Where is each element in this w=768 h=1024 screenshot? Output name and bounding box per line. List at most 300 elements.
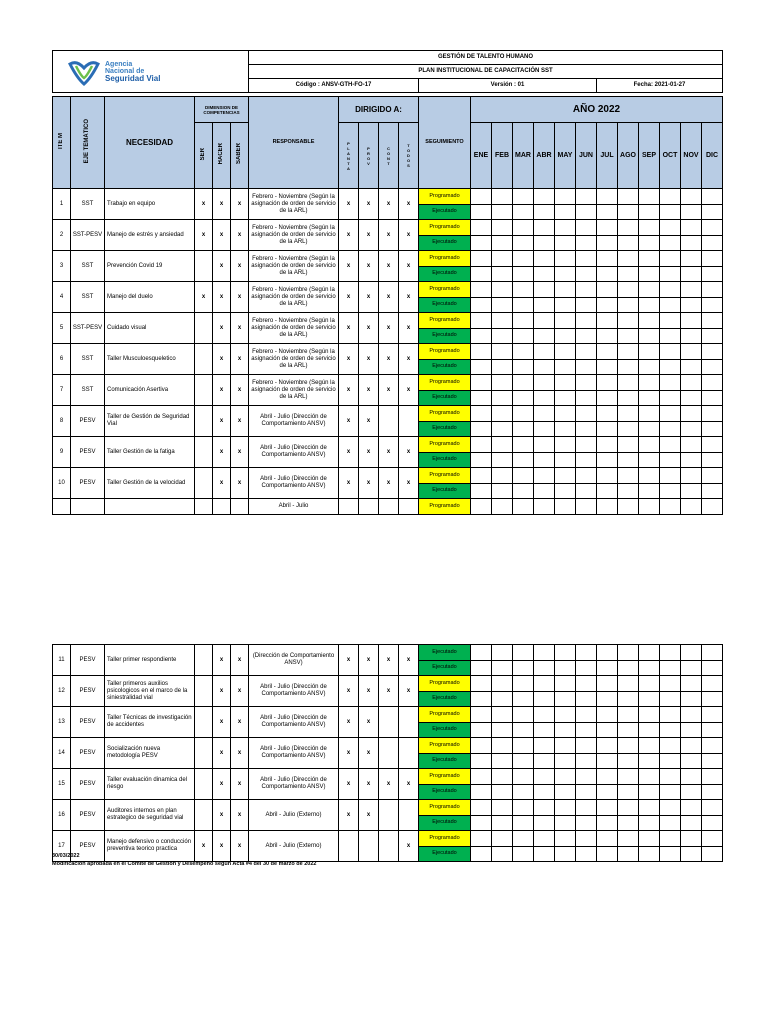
month-cell[interactable] <box>597 831 618 847</box>
month-cell[interactable] <box>681 406 702 422</box>
month-cell[interactable] <box>681 499 702 515</box>
month-cell[interactable] <box>660 189 681 205</box>
month-cell[interactable] <box>471 452 492 468</box>
month-cell[interactable] <box>597 390 618 406</box>
month-cell[interactable] <box>576 235 597 251</box>
month-cell[interactable] <box>681 452 702 468</box>
month-cell[interactable] <box>618 676 639 692</box>
month-cell[interactable] <box>534 831 555 847</box>
month-cell[interactable] <box>471 831 492 847</box>
month-cell[interactable] <box>702 753 723 769</box>
month-cell[interactable] <box>702 499 723 515</box>
month-cell[interactable] <box>555 499 576 515</box>
month-cell[interactable] <box>534 204 555 220</box>
month-cell[interactable] <box>618 769 639 785</box>
month-cell[interactable] <box>513 189 534 205</box>
month-cell[interactable] <box>618 344 639 360</box>
month-cell[interactable] <box>576 738 597 754</box>
month-cell[interactable] <box>492 660 513 676</box>
month-cell[interactable] <box>702 313 723 329</box>
month-cell[interactable] <box>555 204 576 220</box>
month-cell[interactable] <box>618 189 639 205</box>
month-cell[interactable] <box>555 313 576 329</box>
month-cell[interactable] <box>639 499 660 515</box>
month-cell[interactable] <box>660 722 681 738</box>
month-cell[interactable] <box>597 266 618 282</box>
month-cell[interactable] <box>681 483 702 499</box>
month-cell[interactable] <box>513 375 534 391</box>
month-cell[interactable] <box>492 328 513 344</box>
month-cell[interactable] <box>513 753 534 769</box>
month-cell[interactable] <box>639 344 660 360</box>
month-cell[interactable] <box>555 359 576 375</box>
month-cell[interactable] <box>471 815 492 831</box>
month-cell[interactable] <box>681 831 702 847</box>
month-cell[interactable] <box>555 421 576 437</box>
month-cell[interactable] <box>660 483 681 499</box>
month-cell[interactable] <box>702 660 723 676</box>
month-cell[interactable] <box>471 660 492 676</box>
month-cell[interactable] <box>702 676 723 692</box>
month-cell[interactable] <box>492 676 513 692</box>
month-cell[interactable] <box>576 437 597 453</box>
month-cell[interactable] <box>660 437 681 453</box>
month-cell[interactable] <box>492 189 513 205</box>
month-cell[interactable] <box>576 676 597 692</box>
month-cell[interactable] <box>597 753 618 769</box>
month-cell[interactable] <box>576 313 597 329</box>
month-cell[interactable] <box>618 390 639 406</box>
month-cell[interactable] <box>471 421 492 437</box>
month-cell[interactable] <box>660 313 681 329</box>
month-cell[interactable] <box>576 406 597 422</box>
month-cell[interactable] <box>555 282 576 298</box>
month-cell[interactable] <box>618 784 639 800</box>
month-cell[interactable] <box>597 421 618 437</box>
month-cell[interactable] <box>639 313 660 329</box>
month-cell[interactable] <box>576 691 597 707</box>
month-cell[interactable] <box>597 437 618 453</box>
month-cell[interactable] <box>492 359 513 375</box>
month-cell[interactable] <box>681 800 702 816</box>
month-cell[interactable] <box>681 251 702 267</box>
month-cell[interactable] <box>534 421 555 437</box>
month-cell[interactable] <box>492 204 513 220</box>
month-cell[interactable] <box>492 235 513 251</box>
month-cell[interactable] <box>534 189 555 205</box>
month-cell[interactable] <box>702 691 723 707</box>
month-cell[interactable] <box>618 483 639 499</box>
month-cell[interactable] <box>597 483 618 499</box>
month-cell[interactable] <box>471 707 492 723</box>
month-cell[interactable] <box>576 660 597 676</box>
month-cell[interactable] <box>618 452 639 468</box>
month-cell[interactable] <box>660 359 681 375</box>
month-cell[interactable] <box>681 753 702 769</box>
month-cell[interactable] <box>576 344 597 360</box>
month-cell[interactable] <box>639 359 660 375</box>
month-cell[interactable] <box>555 753 576 769</box>
month-cell[interactable] <box>618 328 639 344</box>
month-cell[interactable] <box>534 483 555 499</box>
month-cell[interactable] <box>660 645 681 661</box>
month-cell[interactable] <box>660 800 681 816</box>
month-cell[interactable] <box>555 800 576 816</box>
month-cell[interactable] <box>492 375 513 391</box>
month-cell[interactable] <box>555 846 576 862</box>
month-cell[interactable] <box>513 313 534 329</box>
month-cell[interactable] <box>639 660 660 676</box>
month-cell[interactable] <box>702 235 723 251</box>
month-cell[interactable] <box>681 691 702 707</box>
month-cell[interactable] <box>534 220 555 236</box>
month-cell[interactable] <box>534 499 555 515</box>
month-cell[interactable] <box>702 645 723 661</box>
month-cell[interactable] <box>471 220 492 236</box>
month-cell[interactable] <box>471 753 492 769</box>
month-cell[interactable] <box>471 390 492 406</box>
month-cell[interactable] <box>597 645 618 661</box>
month-cell[interactable] <box>639 645 660 661</box>
month-cell[interactable] <box>576 707 597 723</box>
month-cell[interactable] <box>639 235 660 251</box>
month-cell[interactable] <box>471 437 492 453</box>
month-cell[interactable] <box>597 220 618 236</box>
month-cell[interactable] <box>618 800 639 816</box>
month-cell[interactable] <box>618 753 639 769</box>
month-cell[interactable] <box>471 406 492 422</box>
month-cell[interactable] <box>471 722 492 738</box>
month-cell[interactable] <box>555 676 576 692</box>
month-cell[interactable] <box>639 738 660 754</box>
month-cell[interactable] <box>471 282 492 298</box>
month-cell[interactable] <box>555 251 576 267</box>
month-cell[interactable] <box>639 769 660 785</box>
month-cell[interactable] <box>660 691 681 707</box>
month-cell[interactable] <box>555 328 576 344</box>
month-cell[interactable] <box>660 769 681 785</box>
month-cell[interactable] <box>618 313 639 329</box>
month-cell[interactable] <box>534 406 555 422</box>
month-cell[interactable] <box>618 220 639 236</box>
month-cell[interactable] <box>492 251 513 267</box>
month-cell[interactable] <box>534 846 555 862</box>
month-cell[interactable] <box>576 831 597 847</box>
month-cell[interactable] <box>681 421 702 437</box>
month-cell[interactable] <box>492 769 513 785</box>
month-cell[interactable] <box>681 313 702 329</box>
month-cell[interactable] <box>513 452 534 468</box>
month-cell[interactable] <box>618 691 639 707</box>
month-cell[interactable] <box>618 251 639 267</box>
month-cell[interactable] <box>471 235 492 251</box>
month-cell[interactable] <box>576 722 597 738</box>
month-cell[interactable] <box>576 499 597 515</box>
month-cell[interactable] <box>513 846 534 862</box>
month-cell[interactable] <box>492 784 513 800</box>
month-cell[interactable] <box>492 297 513 313</box>
month-cell[interactable] <box>492 220 513 236</box>
month-cell[interactable] <box>618 846 639 862</box>
month-cell[interactable] <box>639 189 660 205</box>
month-cell[interactable] <box>471 676 492 692</box>
month-cell[interactable] <box>597 800 618 816</box>
month-cell[interactable] <box>639 831 660 847</box>
month-cell[interactable] <box>576 297 597 313</box>
month-cell[interactable] <box>555 738 576 754</box>
month-cell[interactable] <box>513 266 534 282</box>
month-cell[interactable] <box>639 707 660 723</box>
month-cell[interactable] <box>492 437 513 453</box>
month-cell[interactable] <box>702 800 723 816</box>
month-cell[interactable] <box>660 738 681 754</box>
month-cell[interactable] <box>534 660 555 676</box>
month-cell[interactable] <box>660 753 681 769</box>
month-cell[interactable] <box>639 452 660 468</box>
month-cell[interactable] <box>555 691 576 707</box>
month-cell[interactable] <box>513 359 534 375</box>
month-cell[interactable] <box>660 421 681 437</box>
month-cell[interactable] <box>576 359 597 375</box>
month-cell[interactable] <box>702 483 723 499</box>
month-cell[interactable] <box>618 406 639 422</box>
month-cell[interactable] <box>660 676 681 692</box>
month-cell[interactable] <box>492 691 513 707</box>
month-cell[interactable] <box>702 266 723 282</box>
month-cell[interactable] <box>492 390 513 406</box>
month-cell[interactable] <box>555 406 576 422</box>
month-cell[interactable] <box>471 483 492 499</box>
month-cell[interactable] <box>660 235 681 251</box>
month-cell[interactable] <box>492 738 513 754</box>
month-cell[interactable] <box>597 499 618 515</box>
month-cell[interactable] <box>681 220 702 236</box>
month-cell[interactable] <box>513 297 534 313</box>
month-cell[interactable] <box>513 784 534 800</box>
month-cell[interactable] <box>471 499 492 515</box>
month-cell[interactable] <box>702 738 723 754</box>
month-cell[interactable] <box>492 266 513 282</box>
month-cell[interactable] <box>471 313 492 329</box>
month-cell[interactable] <box>597 769 618 785</box>
month-cell[interactable] <box>618 282 639 298</box>
month-cell[interactable] <box>639 297 660 313</box>
month-cell[interactable] <box>639 815 660 831</box>
month-cell[interactable] <box>639 722 660 738</box>
month-cell[interactable] <box>660 344 681 360</box>
month-cell[interactable] <box>597 784 618 800</box>
month-cell[interactable] <box>471 846 492 862</box>
month-cell[interactable] <box>618 375 639 391</box>
month-cell[interactable] <box>597 282 618 298</box>
month-cell[interactable] <box>534 375 555 391</box>
month-cell[interactable] <box>660 831 681 847</box>
month-cell[interactable] <box>576 784 597 800</box>
month-cell[interactable] <box>513 468 534 484</box>
month-cell[interactable] <box>492 815 513 831</box>
month-cell[interactable] <box>660 204 681 220</box>
month-cell[interactable] <box>660 375 681 391</box>
month-cell[interactable] <box>597 297 618 313</box>
month-cell[interactable] <box>513 831 534 847</box>
month-cell[interactable] <box>534 707 555 723</box>
month-cell[interactable] <box>702 297 723 313</box>
month-cell[interactable] <box>597 235 618 251</box>
month-cell[interactable] <box>555 483 576 499</box>
month-cell[interactable] <box>639 437 660 453</box>
month-cell[interactable] <box>660 390 681 406</box>
month-cell[interactable] <box>492 707 513 723</box>
month-cell[interactable] <box>681 815 702 831</box>
month-cell[interactable] <box>534 328 555 344</box>
month-cell[interactable] <box>597 313 618 329</box>
month-cell[interactable] <box>639 846 660 862</box>
month-cell[interactable] <box>618 359 639 375</box>
month-cell[interactable] <box>492 753 513 769</box>
month-cell[interactable] <box>555 375 576 391</box>
month-cell[interactable] <box>471 691 492 707</box>
month-cell[interactable] <box>702 452 723 468</box>
month-cell[interactable] <box>555 660 576 676</box>
month-cell[interactable] <box>471 189 492 205</box>
month-cell[interactable] <box>513 676 534 692</box>
month-cell[interactable] <box>681 390 702 406</box>
month-cell[interactable] <box>576 189 597 205</box>
month-cell[interactable] <box>576 375 597 391</box>
month-cell[interactable] <box>534 691 555 707</box>
month-cell[interactable] <box>492 313 513 329</box>
month-cell[interactable] <box>702 251 723 267</box>
month-cell[interactable] <box>555 831 576 847</box>
month-cell[interactable] <box>639 421 660 437</box>
month-cell[interactable] <box>597 406 618 422</box>
month-cell[interactable] <box>534 753 555 769</box>
month-cell[interactable] <box>702 437 723 453</box>
month-cell[interactable] <box>471 800 492 816</box>
month-cell[interactable] <box>555 437 576 453</box>
month-cell[interactable] <box>471 204 492 220</box>
month-cell[interactable] <box>681 676 702 692</box>
month-cell[interactable] <box>660 784 681 800</box>
month-cell[interactable] <box>597 204 618 220</box>
month-cell[interactable] <box>639 220 660 236</box>
month-cell[interactable] <box>513 328 534 344</box>
month-cell[interactable] <box>513 344 534 360</box>
month-cell[interactable] <box>513 738 534 754</box>
month-cell[interactable] <box>597 251 618 267</box>
month-cell[interactable] <box>702 390 723 406</box>
month-cell[interactable] <box>555 452 576 468</box>
month-cell[interactable] <box>576 483 597 499</box>
month-cell[interactable] <box>660 266 681 282</box>
month-cell[interactable] <box>492 722 513 738</box>
month-cell[interactable] <box>681 328 702 344</box>
month-cell[interactable] <box>597 738 618 754</box>
month-cell[interactable] <box>492 483 513 499</box>
month-cell[interactable] <box>639 483 660 499</box>
month-cell[interactable] <box>534 722 555 738</box>
month-cell[interactable] <box>513 282 534 298</box>
month-cell[interactable] <box>702 189 723 205</box>
month-cell[interactable] <box>681 297 702 313</box>
month-cell[interactable] <box>492 452 513 468</box>
month-cell[interactable] <box>618 499 639 515</box>
month-cell[interactable] <box>639 753 660 769</box>
month-cell[interactable] <box>681 375 702 391</box>
month-cell[interactable] <box>555 769 576 785</box>
month-cell[interactable] <box>597 189 618 205</box>
month-cell[interactable] <box>681 189 702 205</box>
month-cell[interactable] <box>681 645 702 661</box>
month-cell[interactable] <box>660 251 681 267</box>
month-cell[interactable] <box>576 282 597 298</box>
month-cell[interactable] <box>471 297 492 313</box>
month-cell[interactable] <box>492 831 513 847</box>
month-cell[interactable] <box>576 452 597 468</box>
month-cell[interactable] <box>471 645 492 661</box>
month-cell[interactable] <box>681 468 702 484</box>
month-cell[interactable] <box>534 815 555 831</box>
month-cell[interactable] <box>660 220 681 236</box>
month-cell[interactable] <box>618 437 639 453</box>
month-cell[interactable] <box>681 344 702 360</box>
month-cell[interactable] <box>681 437 702 453</box>
month-cell[interactable] <box>534 437 555 453</box>
month-cell[interactable] <box>492 800 513 816</box>
month-cell[interactable] <box>681 784 702 800</box>
month-cell[interactable] <box>702 707 723 723</box>
month-cell[interactable] <box>597 468 618 484</box>
month-cell[interactable] <box>513 800 534 816</box>
month-cell[interactable] <box>471 738 492 754</box>
month-cell[interactable] <box>597 691 618 707</box>
month-cell[interactable] <box>618 297 639 313</box>
month-cell[interactable] <box>492 406 513 422</box>
month-cell[interactable] <box>513 483 534 499</box>
month-cell[interactable] <box>513 722 534 738</box>
month-cell[interactable] <box>702 722 723 738</box>
month-cell[interactable] <box>618 421 639 437</box>
month-cell[interactable] <box>639 784 660 800</box>
month-cell[interactable] <box>576 204 597 220</box>
month-cell[interactable] <box>660 452 681 468</box>
month-cell[interactable] <box>681 846 702 862</box>
month-cell[interactable] <box>534 676 555 692</box>
month-cell[interactable] <box>618 266 639 282</box>
month-cell[interactable] <box>576 421 597 437</box>
month-cell[interactable] <box>597 359 618 375</box>
month-cell[interactable] <box>513 499 534 515</box>
month-cell[interactable] <box>513 251 534 267</box>
month-cell[interactable] <box>534 344 555 360</box>
month-cell[interactable] <box>597 676 618 692</box>
month-cell[interactable] <box>660 707 681 723</box>
month-cell[interactable] <box>555 344 576 360</box>
month-cell[interactable] <box>492 645 513 661</box>
month-cell[interactable] <box>513 769 534 785</box>
month-cell[interactable] <box>471 344 492 360</box>
month-cell[interactable] <box>471 359 492 375</box>
month-cell[interactable] <box>597 344 618 360</box>
month-cell[interactable] <box>660 815 681 831</box>
month-cell[interactable] <box>639 676 660 692</box>
month-cell[interactable] <box>513 390 534 406</box>
month-cell[interactable] <box>639 468 660 484</box>
month-cell[interactable] <box>576 468 597 484</box>
month-cell[interactable] <box>702 282 723 298</box>
month-cell[interactable] <box>618 645 639 661</box>
month-cell[interactable] <box>660 328 681 344</box>
